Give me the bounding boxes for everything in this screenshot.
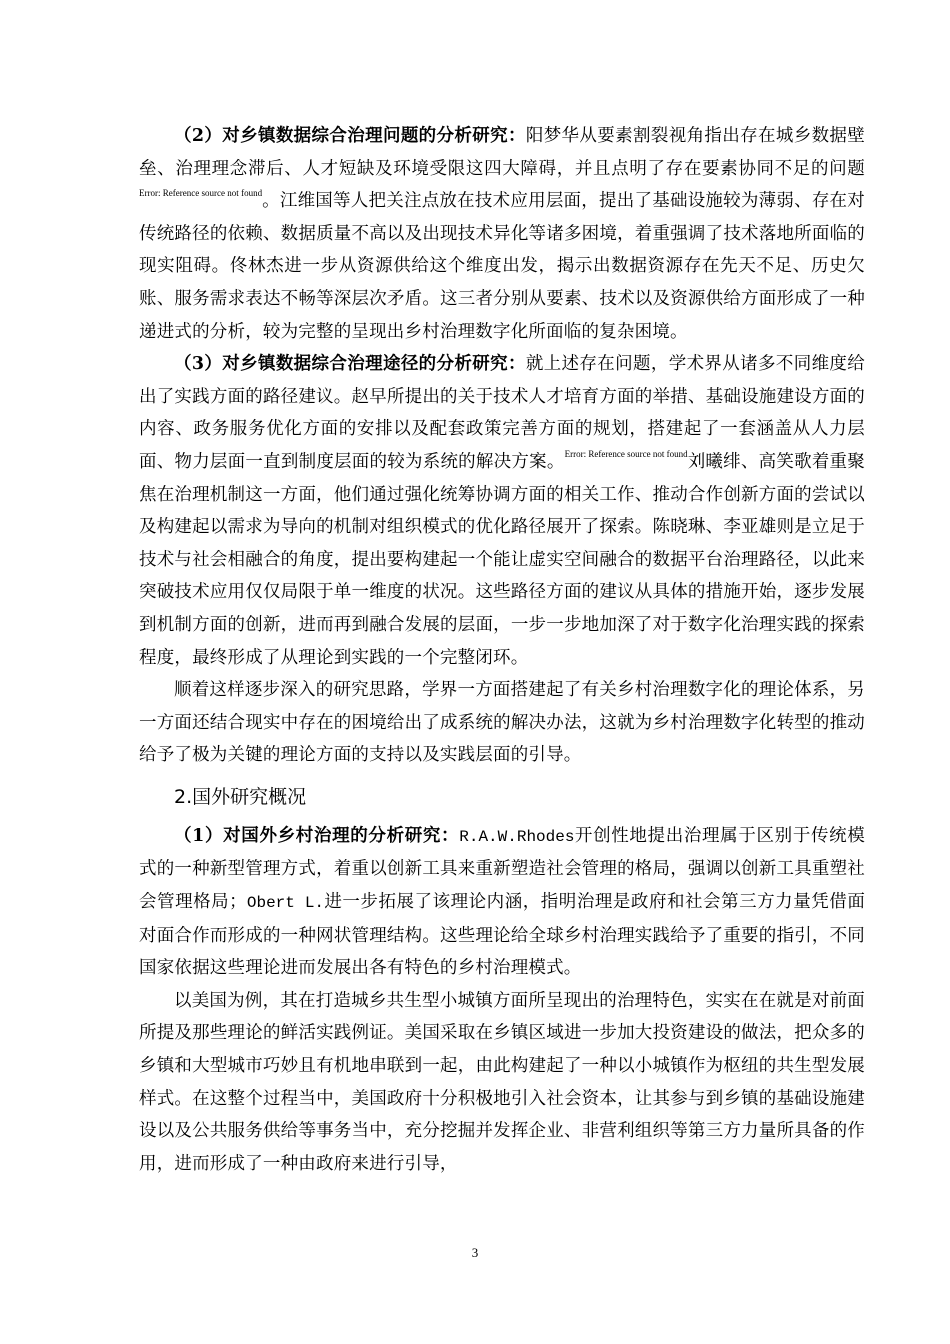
paragraph-lead: （2）对乡镇数据综合治理问题的分析研究： — [174, 126, 526, 146]
paragraph-text: 。江维国等人把关注点放在技术应用层面，提出了基础设施较为薄弱、存在对传统路径的依赖、数据质量不高以及出现技术异化等诸多困境，着重强调了技术落地所面临的现实阻碍。佟林杰进一步从资源供给这个维度出发，揭示出数据资源存在先天不足、历史欠账、服务需求表达不畅等深层次矛盾。这三者分别从要素、技术以及资源供给方面形成了一种递进式的分析，较为完整的呈现出乡村治理数字化所面临的复杂困境。 — [139, 191, 865, 342]
paragraph-text: 刘曦绯、高笑歌着重聚焦在治理机制这一方面，他们通过强化统筹协调方面的相关工作、推动合作创新方面的尝试以及构建起以需求为导向的机制对组织模式的优化路径展开了探索。陈晓琳、李亚雄则是立足于技术与社会相融合的角度，提出要构建起一个能让虚实空间融合的数据平台治理路径，以此来突破技术应用仅仅局限于单一维度的状况。这些路径方面的建议从具体的措施开始，逐步发展到机制方面的创新，进而再到融合发展的层面，一步一步地加深了对于数字化治理实践的探索程度，最终形成了从理论到实践的一个完整闭环。 — [139, 451, 865, 668]
paragraph-problem-analysis — [139, 120, 865, 348]
section-heading: 2.国外研究概况 — [174, 785, 307, 808]
reference-error: Error: Reference source not found — [564, 448, 688, 459]
paragraph-us-example: 以美国为例，其在打造城乡共生型小城镇方面所呈现出的治理特色，实实在在就是对前面所提及那些理论的鲜活实践例证。美国采取在乡镇区域进一步加大投资建设的做法，把众多的乡镇和大型城市巧妙且有机地串联到一起，由此构建起了一种以小城镇作为枢纽的共生型发展样式。在这整个过程当中，美国政府十分积极地引入社会资本，让其参与到乡镇的基础设施建设以及公共服务供给等事务当中，充分挖掘并发挥企业、非营利组织等第三方力量所具备的作用，进而形成了一种由政府来进行引导， — [139, 990, 865, 1174]
paragraph-path-analysis — [139, 348, 865, 674]
reference-error: Error: Reference source not found — [139, 188, 263, 199]
paragraph-summary: 顺着这样逐步深入的研究思路，学界一方面搭建起了有关乡村治理数字化的理论体系，另一方面还结合现实中存在的困境给出了成系统的解决办法，这就为乡村治理数字化转型的推动给予了极为关键的理论方面的支持以及实践层面的引导。 — [139, 680, 865, 766]
paragraph-text: 阳梦华从要素割裂视角指出存在城乡数据壁垒、治理理念滞后、人才短缺及环境受限这四大障碍，并且点明了存在要素协同不足的问题 — [139, 126, 865, 179]
author-name: R.A.W.Rhodes — [459, 827, 575, 846]
paragraph-foreign-analysis — [139, 820, 865, 985]
paragraph-text: 开创性地提出治理属于区别于传统模式的一种新型管理方式，着重以创新工具来重新塑造社会管理的格局，强调以创新工具重塑社会管理格局； — [139, 825, 865, 913]
body-text — [139, 120, 865, 1180]
page-number: 3 — [471, 1245, 479, 1260]
paragraph-text: 进一步拓展了该理论内涵，指明治理是政府和社会第三方力量凭借面对面合作而形成的一种网状管理结构。这些理论给全球乡村治理实践给予了重要的指引，不同国家依据这些理论进而发展出各有特色的乡村治理模式。 — [139, 892, 866, 979]
paragraph-lead: （1）对国外乡村治理的分析研究： — [174, 825, 460, 846]
author-name: Obert L. — [246, 894, 325, 913]
paragraph-lead: （3）对乡镇数据综合治理途径的分析研究： — [174, 354, 526, 375]
paragraph-text: 就上述存在问题，学术界从诸多不同维度给出了实践方面的路径建议。赵早所提出的关于技术人才培育方面的举措、基础设施建设方面的内容、政务服务优化方面的安排以及配套政策完善方面的规划，搭建起了一套涵盖从人力层面、物力层面一直到制度层面的较为系统的解决方案。 — [139, 354, 865, 472]
